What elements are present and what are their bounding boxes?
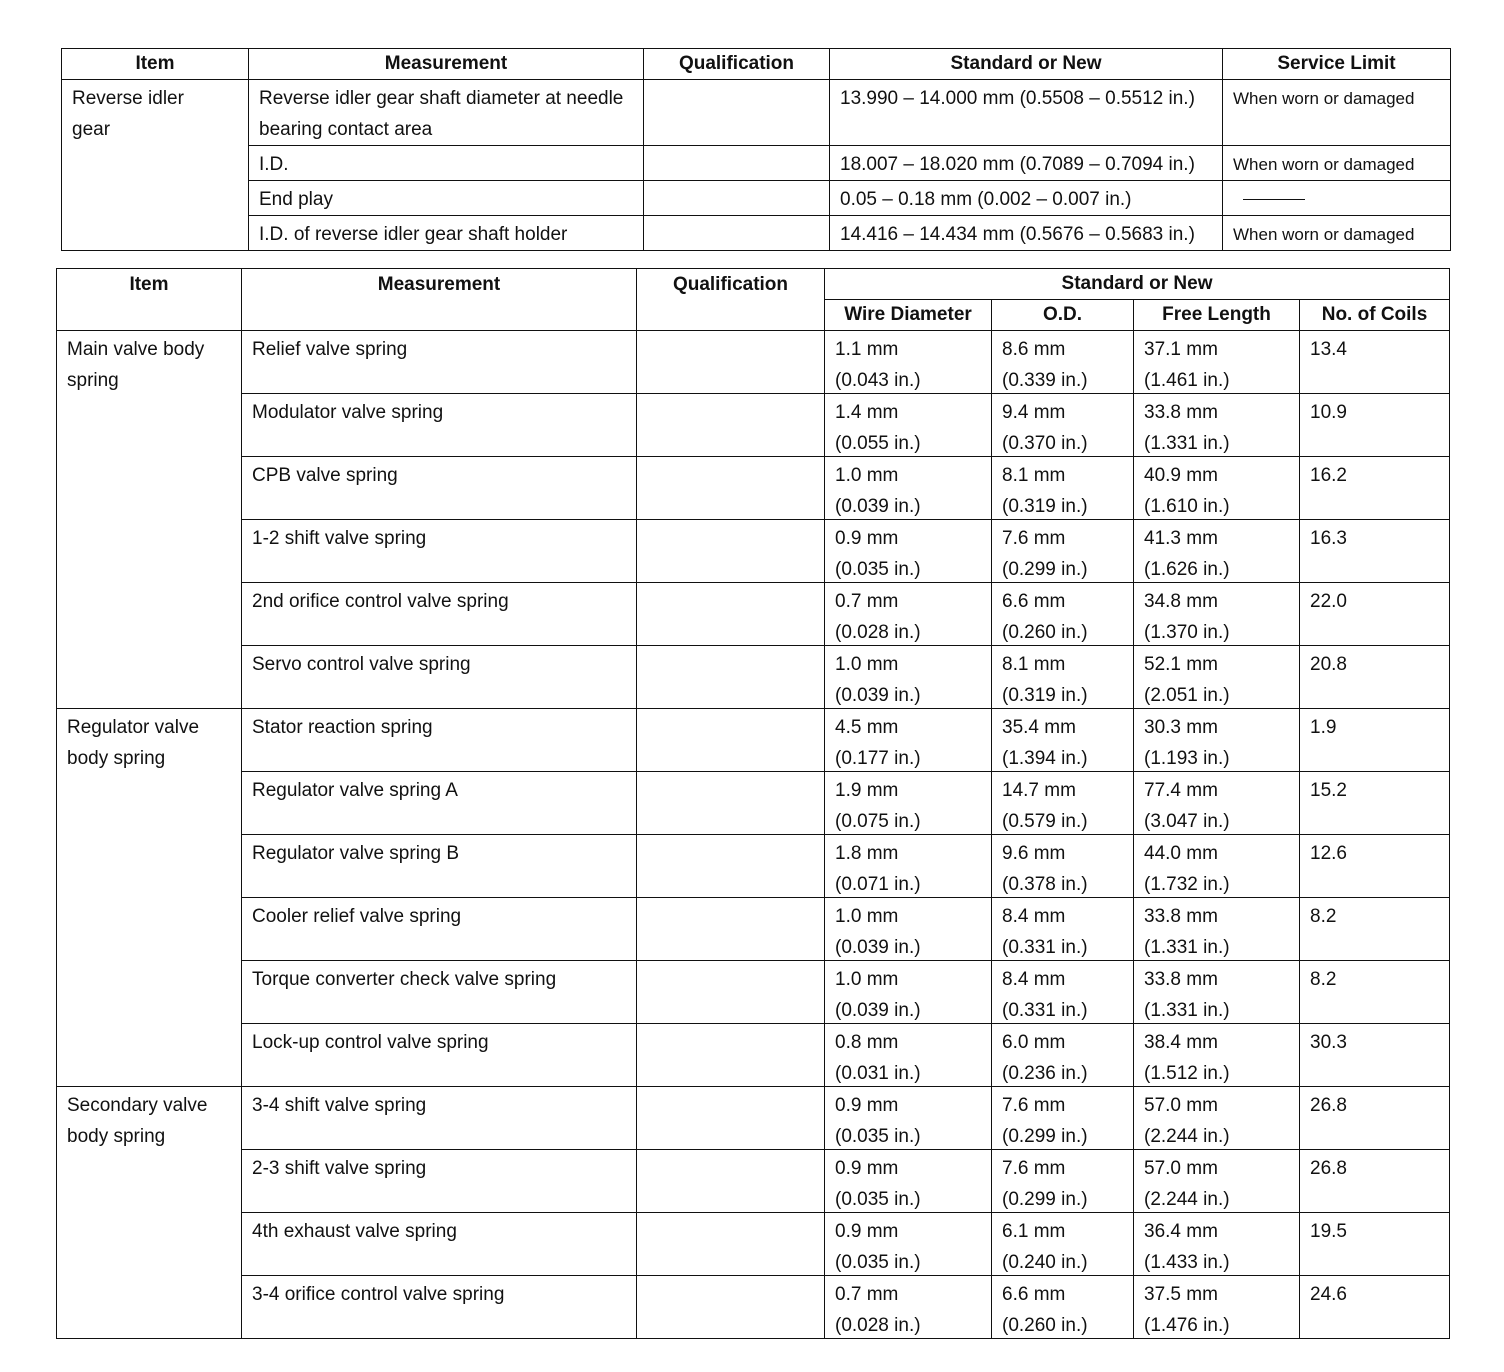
- wire-diameter-text: 4.5 mm (0.177 in.): [835, 717, 921, 769]
- od-text: 8.6 mm (0.339 in.): [1002, 339, 1088, 391]
- measurement-cell: [249, 181, 644, 216]
- wire-diameter-text: 0.7 mm (0.028 in.): [835, 591, 921, 643]
- header-measurement: Measurement: [242, 269, 637, 331]
- free-length-cell: [1134, 772, 1300, 835]
- od-cell: [992, 394, 1134, 457]
- free-length-cell: [1134, 394, 1300, 457]
- measurement-cell: [242, 898, 637, 961]
- free-length-cell: [1134, 457, 1300, 520]
- measurement-cell: [242, 835, 637, 898]
- od-text: 6.6 mm (0.260 in.): [1002, 591, 1088, 643]
- no-of-coils-text: 16.3: [1310, 528, 1347, 549]
- qualification-text: [637, 898, 824, 960]
- measurement-text: Servo control valve spring: [252, 654, 471, 675]
- qualification-text: [644, 216, 829, 219]
- header-item: Item: [62, 49, 249, 80]
- measurement-text: 3-4 orifice control valve spring: [252, 1284, 505, 1305]
- wire-diameter-cell: [825, 331, 992, 394]
- no-of-coils-cell: [1300, 457, 1450, 520]
- qualification-cell: [637, 898, 825, 961]
- header-qualification: Qualification: [637, 269, 825, 331]
- qualification-text: [637, 835, 824, 897]
- standard-text: 14.416 – 14.434 mm (0.5676 – 0.5683 in.): [840, 224, 1195, 245]
- table-row: [57, 583, 1450, 646]
- valve-spring-table: [56, 268, 1450, 1339]
- standard-cell: [830, 146, 1223, 181]
- no-of-coils-cell: [1300, 1213, 1450, 1276]
- free-length-cell: [1134, 1024, 1300, 1087]
- no-of-coils-cell: [1300, 583, 1450, 646]
- qualification-text: [644, 181, 829, 184]
- table-row: [57, 1150, 1450, 1213]
- free-length-cell: [1134, 898, 1300, 961]
- qualification-text: [637, 520, 824, 582]
- od-text: 8.1 mm (0.319 in.): [1002, 465, 1088, 517]
- measurement-cell: [242, 1276, 637, 1339]
- wire-diameter-cell: [825, 1150, 992, 1213]
- measurement-text: Relief valve spring: [252, 339, 408, 360]
- free-length-cell: [1134, 1150, 1300, 1213]
- qualification-text: [637, 1276, 824, 1338]
- service-limit-cell: [1223, 80, 1451, 146]
- od-cell: [992, 646, 1134, 709]
- measurement-cell: [249, 216, 644, 251]
- od-text: 8.1 mm (0.319 in.): [1002, 654, 1088, 706]
- no-of-coils-text: 22.0: [1310, 591, 1347, 612]
- item-label: Reverse idler gear: [72, 88, 184, 140]
- od-text: 35.4 mm (1.394 in.): [1002, 717, 1088, 769]
- qualification-text: [637, 457, 824, 519]
- item-cell: [57, 709, 242, 1087]
- no-of-coils-text: 1.9: [1310, 717, 1337, 738]
- wire-diameter-cell: [825, 709, 992, 772]
- measurement-text: 3-4 shift valve spring: [252, 1095, 427, 1116]
- free-length-text: 36.4 mm (1.433 in.): [1144, 1221, 1230, 1273]
- no-of-coils-text: 13.4: [1310, 339, 1347, 360]
- free-length-cell: [1134, 1213, 1300, 1276]
- service-limit-text: When worn or damaged: [1233, 225, 1415, 244]
- free-length-cell: [1134, 331, 1300, 394]
- wire-diameter-cell: [825, 1024, 992, 1087]
- qualification-text: [637, 331, 824, 393]
- measurement-cell: [242, 394, 637, 457]
- measurement-text: Lock-up control valve spring: [252, 1032, 489, 1053]
- free-length-text: 40.9 mm (1.610 in.): [1144, 465, 1230, 517]
- no-of-coils-text: 8.2: [1310, 906, 1337, 927]
- measurement-text: Torque converter check valve spring: [252, 969, 557, 990]
- free-length-cell: [1134, 646, 1300, 709]
- header-item: Item: [57, 269, 242, 331]
- measurement-cell: [242, 709, 637, 772]
- qualification-cell: [644, 216, 830, 251]
- od-text: 8.4 mm (0.331 in.): [1002, 906, 1088, 958]
- measurement-cell: [242, 961, 637, 1024]
- no-of-coils-text: 8.2: [1310, 969, 1337, 990]
- od-text: 7.6 mm (0.299 in.): [1002, 1158, 1088, 1210]
- no-of-coils-cell: [1300, 394, 1450, 457]
- wire-diameter-cell: [825, 835, 992, 898]
- free-length-text: 41.3 mm (1.626 in.): [1144, 528, 1230, 580]
- standard-cell: [830, 80, 1223, 146]
- wire-diameter-cell: [825, 583, 992, 646]
- standard-cell: [830, 181, 1223, 216]
- item-label: Secondary valve body spring: [67, 1095, 208, 1147]
- od-text: 14.7 mm (0.579 in.): [1002, 780, 1088, 832]
- service-limit-cell: [1223, 181, 1451, 216]
- od-text: 9.4 mm (0.370 in.): [1002, 402, 1088, 454]
- wire-diameter-text: 0.9 mm (0.035 in.): [835, 528, 921, 580]
- measurement-cell: [242, 1213, 637, 1276]
- no-of-coils-text: 26.8: [1310, 1095, 1347, 1116]
- table-row: [57, 331, 1450, 394]
- service-limit-text: When worn or damaged: [1233, 155, 1415, 174]
- no-of-coils-text: 16.2: [1310, 465, 1347, 486]
- qualification-text: [644, 146, 829, 149]
- qualification-text: [637, 1024, 824, 1086]
- wire-diameter-text: 1.1 mm (0.043 in.): [835, 339, 921, 391]
- free-length-text: 33.8 mm (1.331 in.): [1144, 402, 1230, 454]
- header-od: O.D.: [992, 300, 1134, 331]
- free-length-cell: [1134, 1087, 1300, 1150]
- qualification-cell: [637, 520, 825, 583]
- wire-diameter-text: 0.9 mm (0.035 in.): [835, 1158, 921, 1210]
- standard-text: 0.05 – 0.18 mm (0.002 – 0.007 in.): [840, 189, 1132, 210]
- qualification-cell: [644, 181, 830, 216]
- no-of-coils-text: 30.3: [1310, 1032, 1347, 1053]
- wire-diameter-cell: [825, 646, 992, 709]
- free-length-cell: [1134, 709, 1300, 772]
- measurement-text: Reverse idler gear shaft diameter at needle bearing contact area: [259, 88, 624, 140]
- measurement-cell: [242, 1024, 637, 1087]
- od-cell: [992, 1276, 1134, 1339]
- no-of-coils-text: 15.2: [1310, 780, 1347, 801]
- free-length-cell: [1134, 961, 1300, 1024]
- no-of-coils-cell: [1300, 520, 1450, 583]
- standard-text: 18.007 – 18.020 mm (0.7089 – 0.7094 in.): [840, 154, 1195, 175]
- measurement-text: I.D. of reverse idler gear shaft holder: [259, 224, 568, 245]
- free-length-text: 38.4 mm (1.512 in.): [1144, 1032, 1230, 1084]
- table-row: [57, 1024, 1450, 1087]
- no-of-coils-cell: [1300, 772, 1450, 835]
- od-cell: [992, 331, 1134, 394]
- od-text: 6.6 mm (0.260 in.): [1002, 1284, 1088, 1336]
- measurement-text: Regulator valve spring A: [252, 780, 458, 801]
- wire-diameter-text: 1.4 mm (0.055 in.): [835, 402, 921, 454]
- wire-diameter-cell: [825, 1213, 992, 1276]
- wire-diameter-cell: [825, 961, 992, 1024]
- table-row: [57, 520, 1450, 583]
- measurement-text: Modulator valve spring: [252, 402, 444, 423]
- qualification-cell: [644, 146, 830, 181]
- free-length-cell: [1134, 520, 1300, 583]
- measurement-cell: [242, 646, 637, 709]
- wire-diameter-text: 0.9 mm (0.035 in.): [835, 1221, 921, 1273]
- qualification-text: [637, 961, 824, 1023]
- wire-diameter-text: 1.8 mm (0.071 in.): [835, 843, 921, 895]
- free-length-cell: [1134, 835, 1300, 898]
- free-length-text: 44.0 mm (1.732 in.): [1144, 843, 1230, 895]
- od-cell: [992, 898, 1134, 961]
- header-standard: Standard or New: [830, 49, 1223, 80]
- qualification-cell: [637, 772, 825, 835]
- wire-diameter-cell: [825, 457, 992, 520]
- wire-diameter-cell: [825, 1087, 992, 1150]
- od-text: 7.6 mm (0.299 in.): [1002, 528, 1088, 580]
- no-of-coils-text: 19.5: [1310, 1221, 1347, 1242]
- qualification-text: [637, 1150, 824, 1212]
- od-text: 8.4 mm (0.331 in.): [1002, 969, 1088, 1021]
- qualification-cell: [637, 646, 825, 709]
- qualification-text: [637, 394, 824, 456]
- od-cell: [992, 583, 1134, 646]
- no-of-coils-text: 26.8: [1310, 1158, 1347, 1179]
- qualification-text: [637, 772, 824, 834]
- od-cell: [992, 961, 1134, 1024]
- od-text: 9.6 mm (0.378 in.): [1002, 843, 1088, 895]
- no-of-coils-cell: [1300, 646, 1450, 709]
- measurement-cell: [242, 1087, 637, 1150]
- wire-diameter-cell: [825, 394, 992, 457]
- no-of-coils-text: 10.9: [1310, 402, 1347, 423]
- no-of-coils-cell: [1300, 961, 1450, 1024]
- wire-diameter-text: 0.8 mm (0.031 in.): [835, 1032, 921, 1084]
- measurement-text: Regulator valve spring B: [252, 843, 459, 864]
- wire-diameter-text: 0.9 mm (0.035 in.): [835, 1095, 921, 1147]
- standard-text: 13.990 – 14.000 mm (0.5508 – 0.5512 in.): [840, 88, 1195, 109]
- header-service-limit: Service Limit: [1223, 49, 1451, 80]
- wire-diameter-text: 1.0 mm (0.039 in.): [835, 465, 921, 517]
- measurement-cell: [242, 772, 637, 835]
- wire-diameter-text: 1.0 mm (0.039 in.): [835, 906, 921, 958]
- table-row: [57, 457, 1450, 520]
- no-of-coils-cell: [1300, 835, 1450, 898]
- free-length-text: 30.3 mm (1.193 in.): [1144, 717, 1230, 769]
- wire-diameter-text: 0.7 mm (0.028 in.): [835, 1284, 921, 1336]
- free-length-text: 57.0 mm (2.244 in.): [1144, 1095, 1230, 1147]
- spring-table-body: [57, 331, 1450, 1339]
- service-limit-text: When worn or damaged: [1233, 89, 1415, 108]
- reverse-idler-table: [61, 48, 1451, 251]
- measurement-text: 1-2 shift valve spring: [252, 528, 427, 549]
- item-label: Main valve body spring: [67, 339, 205, 391]
- measurement-text: CPB valve spring: [252, 465, 398, 486]
- od-text: 7.6 mm (0.299 in.): [1002, 1095, 1088, 1147]
- header-free-length: Free Length: [1134, 300, 1300, 331]
- header-measurement: Measurement: [249, 49, 644, 80]
- measurement-text: I.D.: [259, 154, 289, 175]
- od-text: 6.1 mm (0.240 in.): [1002, 1221, 1088, 1273]
- table-row: [62, 80, 1451, 146]
- qualification-cell: [637, 709, 825, 772]
- qualification-cell: [637, 1150, 825, 1213]
- measurement-text: Cooler relief valve spring: [252, 906, 462, 927]
- qualification-cell: [637, 1087, 825, 1150]
- qualification-text: [637, 1087, 824, 1149]
- measurement-text: 4th exhaust valve spring: [252, 1221, 457, 1242]
- wire-diameter-text: 1.0 mm (0.039 in.): [835, 969, 921, 1021]
- no-of-coils-text: 20.8: [1310, 654, 1347, 675]
- table-header-row: [62, 49, 1451, 80]
- table-row: [62, 216, 1451, 251]
- measurement-text: 2-3 shift valve spring: [252, 1158, 427, 1179]
- no-of-coils-cell: [1300, 1024, 1450, 1087]
- free-length-text: 37.1 mm (1.461 in.): [1144, 339, 1230, 391]
- table-row: [57, 898, 1450, 961]
- free-length-text: 34.8 mm (1.370 in.): [1144, 591, 1230, 643]
- wire-diameter-cell: [825, 898, 992, 961]
- item-cell: [57, 1087, 242, 1339]
- no-of-coils-text: 12.6: [1310, 843, 1347, 864]
- od-cell: [992, 457, 1134, 520]
- item-cell: [57, 331, 242, 709]
- od-cell: [992, 1024, 1134, 1087]
- wire-diameter-cell: [825, 772, 992, 835]
- no-of-coils-text: 24.6: [1310, 1284, 1347, 1305]
- qualification-cell: [637, 961, 825, 1024]
- wire-diameter-cell: [825, 520, 992, 583]
- table-row: [62, 181, 1451, 216]
- free-length-cell: [1134, 1276, 1300, 1339]
- qualification-text: [637, 646, 824, 708]
- wire-diameter-text: 1.0 mm (0.039 in.): [835, 654, 921, 706]
- table-header-row: [57, 269, 1450, 300]
- od-cell: [992, 709, 1134, 772]
- qualification-text: [637, 709, 824, 771]
- measurement-text: 2nd orifice control valve spring: [252, 591, 509, 612]
- qualification-cell: [637, 835, 825, 898]
- table-row: [57, 646, 1450, 709]
- header-standard: Standard or New: [825, 269, 1450, 300]
- service-limit-cell: [1223, 146, 1451, 181]
- qualification-cell: [637, 583, 825, 646]
- od-text: 6.0 mm (0.236 in.): [1002, 1032, 1088, 1084]
- wire-diameter-cell: [825, 1276, 992, 1339]
- wire-diameter-text: 1.9 mm (0.075 in.): [835, 780, 921, 832]
- service-limit-cell: [1223, 216, 1451, 251]
- od-cell: [992, 835, 1134, 898]
- od-cell: [992, 1150, 1134, 1213]
- measurement-text: Stator reaction spring: [252, 717, 433, 738]
- standard-cell: [830, 216, 1223, 251]
- qualification-cell: [637, 1276, 825, 1339]
- measurement-cell: [242, 1150, 637, 1213]
- qualification-cell: [637, 394, 825, 457]
- table-row: [57, 961, 1450, 1024]
- free-length-text: 33.8 mm (1.331 in.): [1144, 906, 1230, 958]
- od-cell: [992, 1087, 1134, 1150]
- measurement-cell: [249, 80, 644, 146]
- header-no-of-coils: No. of Coils: [1300, 300, 1450, 331]
- free-length-text: 33.8 mm (1.331 in.): [1144, 969, 1230, 1021]
- table-row: [57, 709, 1450, 772]
- od-cell: [992, 772, 1134, 835]
- table-row: [57, 1213, 1450, 1276]
- qualification-text: [644, 80, 829, 83]
- no-of-coils-cell: [1300, 1087, 1450, 1150]
- table-row: [57, 835, 1450, 898]
- qualification-text: [637, 583, 824, 645]
- qualification-cell: [637, 457, 825, 520]
- header-qualification: Qualification: [644, 49, 830, 80]
- qualification-cell: [637, 1213, 825, 1276]
- measurement-cell: [242, 520, 637, 583]
- free-length-text: 52.1 mm (2.051 in.): [1144, 654, 1230, 706]
- free-length-text: 37.5 mm (1.476 in.): [1144, 1284, 1230, 1336]
- item-label: Regulator valve body spring: [67, 717, 200, 769]
- no-of-coils-cell: [1300, 898, 1450, 961]
- item-cell: [62, 80, 249, 251]
- measurement-cell: [249, 146, 644, 181]
- qualification-cell: [644, 80, 830, 146]
- table-row: [57, 394, 1450, 457]
- measurement-cell: [242, 457, 637, 520]
- table-row: [57, 1087, 1450, 1150]
- no-of-coils-cell: [1300, 1150, 1450, 1213]
- measurement-text: End play: [259, 189, 333, 210]
- measurement-cell: [242, 331, 637, 394]
- no-of-coils-cell: [1300, 709, 1450, 772]
- qualification-cell: [637, 1024, 825, 1087]
- od-cell: [992, 520, 1134, 583]
- free-length-cell: [1134, 583, 1300, 646]
- table-row: [62, 146, 1451, 181]
- measurement-cell: [242, 583, 637, 646]
- free-length-text: 77.4 mm (3.047 in.): [1144, 780, 1230, 832]
- service-limit-dash: [1223, 181, 1450, 215]
- table-row: [57, 1276, 1450, 1339]
- qualification-cell: [637, 331, 825, 394]
- header-wire-diameter: Wire Diameter: [825, 300, 992, 331]
- no-of-coils-cell: [1300, 331, 1450, 394]
- od-cell: [992, 1213, 1134, 1276]
- free-length-text: 57.0 mm (2.244 in.): [1144, 1158, 1230, 1210]
- no-of-coils-cell: [1300, 1276, 1450, 1339]
- table-row: [57, 772, 1450, 835]
- qualification-text: [637, 1213, 824, 1275]
